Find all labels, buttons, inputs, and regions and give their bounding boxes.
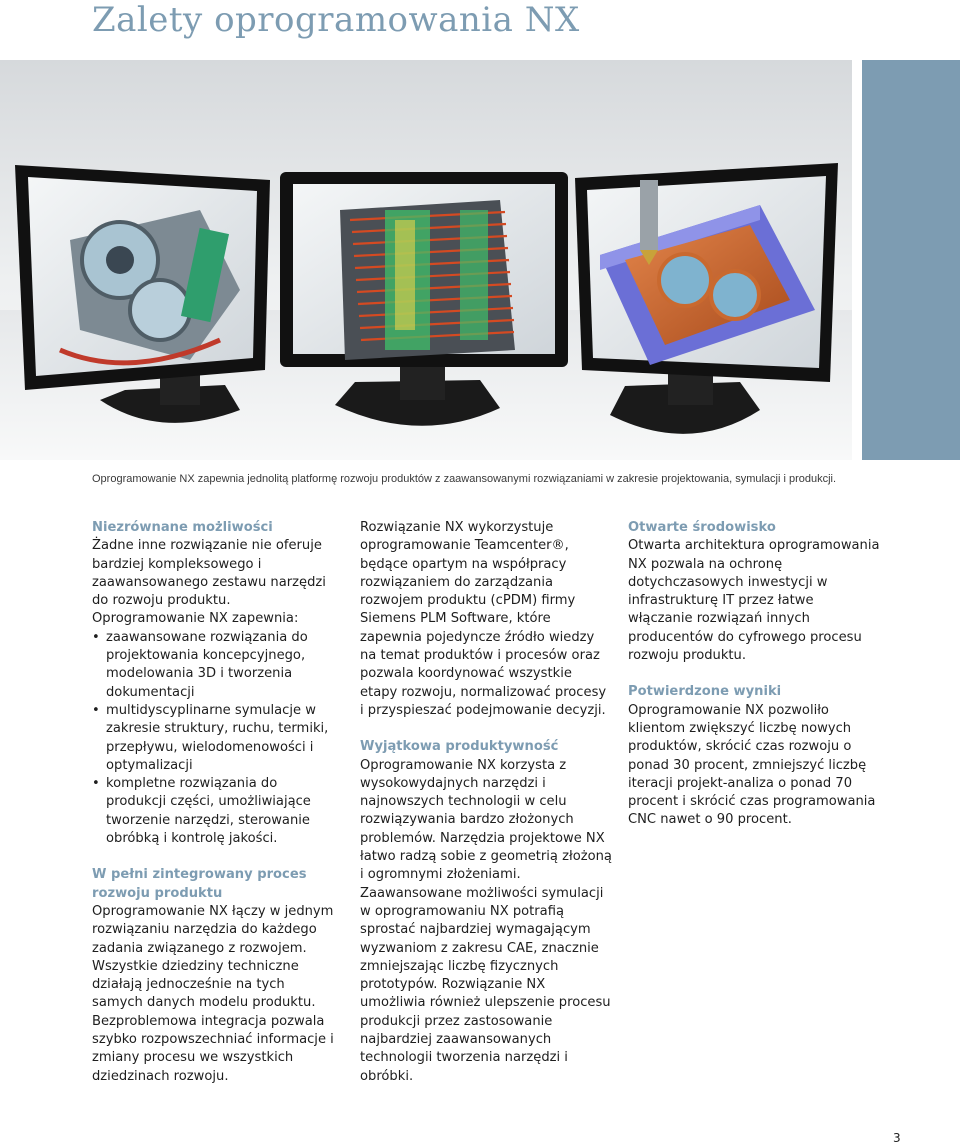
list-item: • kompletne rozwiązania do produkcji części, umożliwiające tworzenie narzędzi, sterowanie obróbką i kontrolę jakości. bbox=[92, 775, 337, 848]
image-caption: Oprogramowanie NX zapewnia jednolitą platformę rozwoju produktów z zaawansowanymi rozwiązaniami w zakresie projektowania, symulacji i produkcji. bbox=[92, 473, 837, 485]
section-heading-niezrownane: Niezrównane możliwości bbox=[92, 520, 273, 535]
section-text-otwarte: Otwarta architektura oprogramowania NX pozwala na ochronę dotychczasowych inwestycji w infrastrukturę IT przez łatwe włączanie rozwiązań innych producentów do cyfrowego procesu rozwoju produktu. bbox=[628, 538, 880, 664]
section-text-teamcenter: Rozwiązanie NX wykorzystuje oprogramowanie Teamcenter®, będące opartym na współpracy rozwiązaniem do zarządzania rozwojem produktu (cPDM) firmy Siemens PLM Software, które zapewnia pojedyncze źródło wiedzy na temat produktów i procesów oraz pozwala koordynować wszystkie etapy rozwoju, normalizować procesy i przyspieszać podejmowanie decyzji. bbox=[360, 520, 607, 718]
section-text-produktywnosc: Oprogramowanie NX korzysta z wysokowydajnych narzędzi i najnowszych technologii w celu rozwiązywania bardzo złożonych problemów. Narzędzia projektowe NX łatwo radzą sobie z geometrią złożoną i ogromnymi złożeniami. Zaawansowane możliwości symulacji w oprogramowaniu NX potrafią sprostać najbardziej wymagającym wyzwaniom z zakresu CAE, znacznie zmniejszając liczbę fizycznych prototypów. Rozwiązanie NX umożliwia również ulepszenie procesu produkcji przez zastosowanie najbardziej zaawansowanych technologii tworzenia narzędzi i obróbki. bbox=[360, 757, 612, 1084]
list-item: • zaawansowane rozwiązania do projektowania koncepcyjnego, modelowania 3D i tworzenia dokumentacji bbox=[92, 629, 337, 702]
column-3 bbox=[628, 519, 880, 830]
page-title: Zalety oprogramowania NX bbox=[92, 0, 580, 40]
feature-list bbox=[92, 629, 337, 849]
column-1 bbox=[92, 519, 337, 1086]
section-heading-produktywnosc: Wyjątkowa produktywność bbox=[360, 739, 559, 755]
section-text-zintegrowany: Oprogramowanie NX łączy w jednym rozwiązaniu narzędzia do każdego zadania związanego z rozwojem. Wszystkie dziedziny techniczne działają jednocześnie na tych samych danych modelu produktu. Bezproblemowa integracja pozwala szybko rozpowszechniać informacje i zmiany procesu we wszystkich dziedzinach rozwoju. bbox=[92, 903, 334, 1084]
list-item: • multidyscyplinarne symulacje w zakresie struktury, ruchu, termiki, przepływu, wielodomenowości i optymalizacji bbox=[92, 702, 337, 775]
hero-image bbox=[0, 60, 852, 460]
section-text-niezrownane: Żadne inne rozwiązanie nie oferuje bardziej kompleksowego i zaawansowanego zestawu narzędzi do rozwoju produktu. Oprogramowanie NX zapewnia: bbox=[92, 538, 326, 627]
accent-bar bbox=[862, 60, 960, 460]
section-heading-otwarte: Otwarte środowisko bbox=[628, 520, 776, 535]
section-heading-zintegrowany: W pełni zintegrowany proces rozwoju produktu bbox=[92, 867, 307, 901]
section-heading-wyniki: Potwierdzone wyniki bbox=[628, 684, 782, 700]
three-monitors-illustration bbox=[0, 60, 852, 460]
section-text-wyniki: Oprogramowanie NX pozwoliło klientom zwiększyć liczbę nowych produktów, skrócić czas rozwoju o ponad 30 procent, zmniejszyć liczbę iteracji projekt-analiza o ponad 70 procent i skrócić czas programowania CNC nawet o 90 procent. bbox=[628, 702, 876, 828]
page-number: 3 bbox=[893, 1131, 901, 1145]
column-2 bbox=[360, 519, 612, 1086]
